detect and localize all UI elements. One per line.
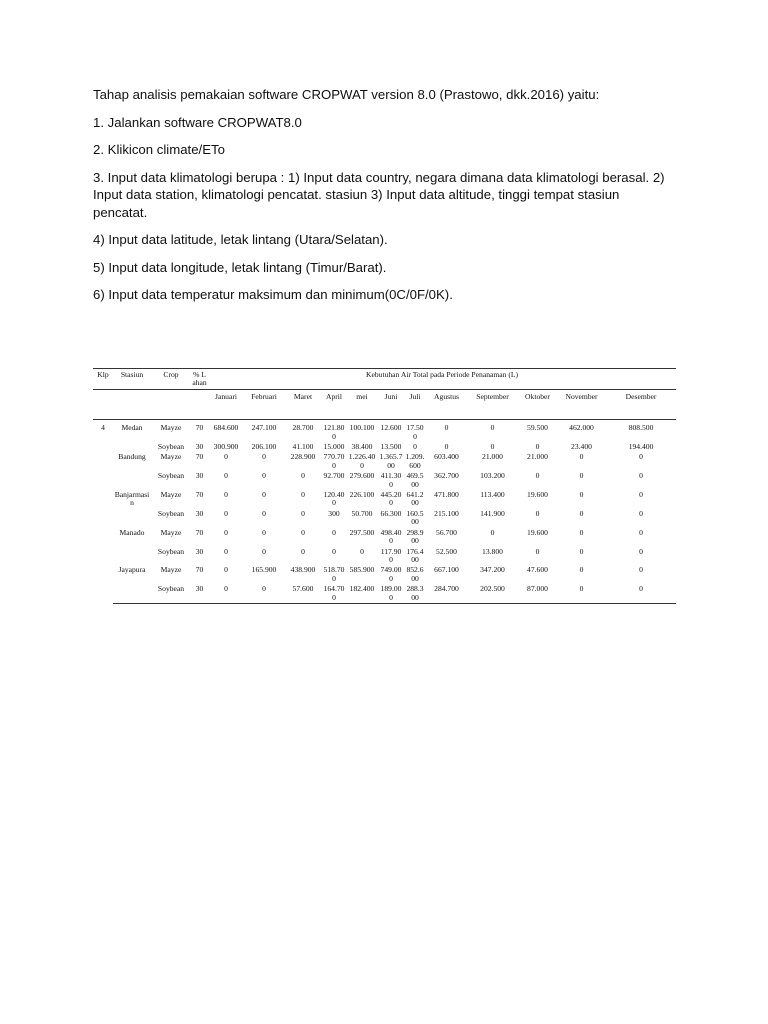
cell-value: 279.600 <box>349 471 375 481</box>
cell-crop: Soybean <box>157 508 185 518</box>
cell-value: 641.200 <box>406 490 424 508</box>
cell-stasiun <box>113 471 151 490</box>
cell-value: 0 <box>444 442 449 452</box>
cell-value: 28.700 <box>292 423 314 433</box>
cell-value: 0 <box>301 471 305 481</box>
table-row <box>93 452 676 471</box>
cell-value: 0 <box>301 546 305 556</box>
water-requirement-table <box>93 368 676 604</box>
table-row <box>93 471 676 490</box>
cell-value: 0 <box>639 452 643 462</box>
cell-value: 469.500 <box>406 471 424 489</box>
cell-stasiun: Medan <box>121 423 143 433</box>
table-row <box>93 420 676 442</box>
cell-value: 0 <box>224 527 228 537</box>
cell-value: 66.300 <box>380 508 402 518</box>
text-block <box>93 86 673 314</box>
cell-value: 0 <box>224 471 228 481</box>
cell-value: 0 <box>301 508 305 518</box>
cell-value: 0 <box>224 546 228 556</box>
cell-stasiun <box>113 442 151 452</box>
step-4: 4) Input data latitude, letak lintang (Utara/Selatan). <box>93 232 388 247</box>
cell-value: 160.500 <box>406 508 424 527</box>
header-month: April <box>322 389 346 419</box>
cell-value: 0 <box>490 442 495 452</box>
cell-value: 0 <box>579 490 584 500</box>
header-month: Oktober <box>518 389 557 419</box>
cell-crop: Mayze <box>160 452 182 462</box>
header-month: November <box>557 389 606 419</box>
cell-value: 0 <box>332 546 336 556</box>
cell-value: 182.400 <box>346 584 378 603</box>
cell-value: 0 <box>535 508 540 518</box>
cell-stasiun: Manado <box>119 527 145 537</box>
cell-crop: Mayze <box>160 565 182 575</box>
cell-value: 0 <box>224 490 228 500</box>
header-row-1 <box>93 369 676 390</box>
cell-value: 0 <box>262 471 266 481</box>
cell-value: 1.209.600 <box>405 452 425 470</box>
cell-value: 1.226.400 <box>348 452 376 470</box>
table-body <box>93 420 676 604</box>
cell-value: 202.500 <box>467 584 518 603</box>
cell-value: 13.800 <box>482 546 503 556</box>
cell-value: 808.500 <box>628 423 654 433</box>
cell-value: 164.700 <box>323 584 345 602</box>
cell-value: 518.700 <box>323 565 345 583</box>
cell-value: 445.200 <box>380 490 402 508</box>
cell-value: 0 <box>332 527 336 537</box>
header-stasiun: Stasiun <box>113 369 151 390</box>
cell-value: 0 <box>490 527 495 537</box>
cell-value: 0 <box>535 442 540 452</box>
table-row <box>93 528 676 547</box>
cell-value: 284.700 <box>426 584 467 603</box>
cell-value: 0 <box>579 546 584 556</box>
cell-value: 165.900 <box>251 565 277 575</box>
header-row-months <box>93 389 676 419</box>
cell-stasiun: Jayapura <box>118 565 146 575</box>
cell-value: 852.600 <box>406 565 424 583</box>
header-month: September <box>467 389 518 419</box>
cell-value: 176.400 <box>406 546 424 564</box>
cell-value: 0 <box>579 565 584 575</box>
cell-stasiun: Banjarmasin <box>114 490 150 508</box>
table-row <box>93 565 676 584</box>
cell-value: 0 <box>262 527 266 537</box>
cell-value: 0 <box>606 584 676 603</box>
cell-value: 1.365.700 <box>379 452 403 470</box>
cell-value: 226.100 <box>349 490 375 500</box>
cell-klp: 4 <box>101 423 105 433</box>
cell-lahan: 30 <box>195 442 204 452</box>
table-row <box>93 442 676 452</box>
cell-value: 0 <box>262 508 266 518</box>
cell-value: 0 <box>579 452 584 462</box>
header-month: Desember <box>606 389 676 419</box>
cell-value: 288.300 <box>404 584 426 603</box>
cell-value: 0 <box>224 452 228 462</box>
header-month: Juni <box>378 389 404 419</box>
cell-value: 0 <box>579 471 584 481</box>
cell-value: 19.600 <box>527 490 548 500</box>
cell-value: 0 <box>262 452 266 462</box>
cell-lahan: 30 <box>195 471 204 481</box>
cell-value: 0 <box>208 584 244 603</box>
cell-value: 0 <box>557 584 606 603</box>
cell-stasiun: Bandung <box>118 452 146 462</box>
table-row <box>93 547 676 566</box>
header-crop: Crop <box>151 369 191 390</box>
cell-value: 103.200 <box>480 471 505 481</box>
cell-value: 59.500 <box>527 423 548 433</box>
cell-value: 15.000 <box>323 442 345 452</box>
cell-value: 100.100 <box>349 423 375 433</box>
cell-value: 298.900 <box>406 527 424 546</box>
cell-value: 117.900 <box>380 546 402 564</box>
cell-value: 23.400 <box>571 442 592 452</box>
cell-crop: Soybean <box>157 546 185 556</box>
cell-value: 0 <box>579 527 584 537</box>
header-group: Kebutuhan Air Total pada Periode Penanaman (L) <box>208 369 676 390</box>
cell-lahan: 30 <box>195 508 204 518</box>
cell-value: 603.400 <box>434 452 459 462</box>
header-month: Januari <box>208 389 244 419</box>
cell-lahan: 70 <box>195 527 204 537</box>
header-month: mei <box>346 389 378 419</box>
table-container <box>93 368 676 604</box>
header-month: Agustus <box>426 389 467 419</box>
table-row <box>93 584 676 603</box>
cell-value: 121.800 <box>323 423 345 441</box>
cell-lahan: 30 <box>191 584 208 603</box>
cell-value: 300 <box>328 508 340 518</box>
cell-value: 21.000 <box>527 452 548 462</box>
cell-value: 0 <box>639 546 643 556</box>
cell-value: 12.600 <box>380 423 402 433</box>
cell-value: 462.000 <box>569 423 594 433</box>
cell-value: 92.700 <box>323 471 345 481</box>
cell-lahan: 30 <box>195 546 204 556</box>
cell-value: 0 <box>535 546 540 556</box>
cell-crop: Mayze <box>160 490 182 500</box>
cell-value: 0 <box>490 423 495 433</box>
cell-crop: Soybean <box>157 442 185 452</box>
step-6: 6) Input data temperatur maksimum dan minimum(0C/0F/0K). <box>93 287 453 302</box>
cell-value: 206.100 <box>251 442 277 452</box>
cell-value: 347.200 <box>480 565 505 575</box>
cell-lahan: 70 <box>195 565 204 575</box>
cell-value: 0 <box>639 471 643 481</box>
cell-value: 228.900 <box>290 452 316 462</box>
cell-value: 215.100 <box>434 508 459 518</box>
cell-value: 0 <box>444 423 449 433</box>
cell-value: 189.000 <box>378 584 404 603</box>
header-klp: Klp <box>93 369 113 390</box>
step-1: 1. Jalankan software CROPWAT8.0 <box>93 114 302 130</box>
cell-value: 50.700 <box>351 508 373 518</box>
cell-value: 297.500 <box>349 527 375 537</box>
cell-value: 194.400 <box>628 442 654 452</box>
cell-value: 87.000 <box>518 584 557 603</box>
cell-value: 52.500 <box>436 546 457 556</box>
cell-value: 13.500 <box>380 442 402 452</box>
cell-value: 0 <box>360 546 364 556</box>
cell-value: 47.600 <box>527 565 548 575</box>
cell-value: 141.900 <box>480 508 505 518</box>
cell-value: 684.600 <box>213 423 239 433</box>
cell-value: 0 <box>639 527 643 537</box>
cell-lahan: 70 <box>195 490 204 500</box>
cell-value: 21.000 <box>482 452 503 462</box>
step-5: 5) Input data longitude, letak lintang (Timur/Barat). <box>93 259 387 275</box>
cell-value: 0 <box>244 584 284 603</box>
cell-value: 362.700 <box>434 471 459 481</box>
table-row <box>93 490 676 509</box>
intro-paragraph: Tahap analisis pemakaian software CROPWAT version 8.0 (Prastowo, dkk.2016) yaitu: <box>93 87 600 102</box>
cell-value: 19.600 <box>527 527 548 537</box>
table-row <box>93 509 676 528</box>
header-lahan: % Lahan <box>192 370 207 388</box>
cell-value: 57.600 <box>284 584 322 603</box>
cell-value: 749.000 <box>380 565 402 583</box>
cell-crop: Soybean <box>151 584 191 603</box>
step-3: 3. Input data klimatologi berupa : 1) Input data country, negara dimana data klimatologi berasal. 2) Input data station, klimatologi pencatat. stasiun 3) Input data altitude, tinggi tempat stasiun pencatat. <box>93 169 665 220</box>
cell-value: 0 <box>301 490 305 500</box>
cell-value: 17.500 <box>406 423 424 441</box>
cell-crop: Soybean <box>157 471 185 481</box>
cell-value: 585.900 <box>349 565 375 575</box>
cell-value: 41.100 <box>292 442 314 452</box>
cell-value: 0 <box>413 442 417 452</box>
header-month: Maret <box>284 389 322 419</box>
cell-lahan: 70 <box>195 423 204 433</box>
cell-value: 0 <box>639 490 643 500</box>
cell-value: 0 <box>535 471 540 481</box>
cell-value: 770.700 <box>323 452 345 470</box>
cell-value: 0 <box>262 490 266 500</box>
cell-value: 0 <box>579 508 584 518</box>
cell-value: 247.100 <box>251 423 277 433</box>
cell-stasiun <box>113 584 151 603</box>
cell-value: 498.400 <box>380 527 402 546</box>
step-2: 2. Klikicon climate/ETo <box>93 142 225 157</box>
cell-value: 113.400 <box>480 490 505 500</box>
cell-value: 56.700 <box>436 527 457 537</box>
cell-value: 0 <box>262 546 266 556</box>
cell-value: 0 <box>224 565 228 575</box>
cell-value: 120.400 <box>323 490 345 508</box>
cell-stasiun <box>113 509 151 528</box>
cell-value: 667.100 <box>434 565 459 575</box>
cell-value: 471.800 <box>434 490 459 500</box>
cell-value: 0 <box>639 565 643 575</box>
cell-value: 0 <box>224 508 228 518</box>
header-month: Juli <box>404 389 426 419</box>
cell-value: 300.900 <box>213 442 239 452</box>
cell-crop: Mayze <box>160 423 182 433</box>
cell-value: 411.300 <box>380 471 402 489</box>
cell-stasiun <box>113 547 151 566</box>
cell-value: 0 <box>301 527 305 537</box>
cell-lahan: 70 <box>195 452 204 462</box>
header-month: Februari <box>244 389 284 419</box>
cell-value: 38.400 <box>351 442 373 452</box>
cell-value: 438.900 <box>290 565 316 575</box>
cell-crop: Mayze <box>160 527 182 537</box>
cell-value: 0 <box>639 508 643 518</box>
